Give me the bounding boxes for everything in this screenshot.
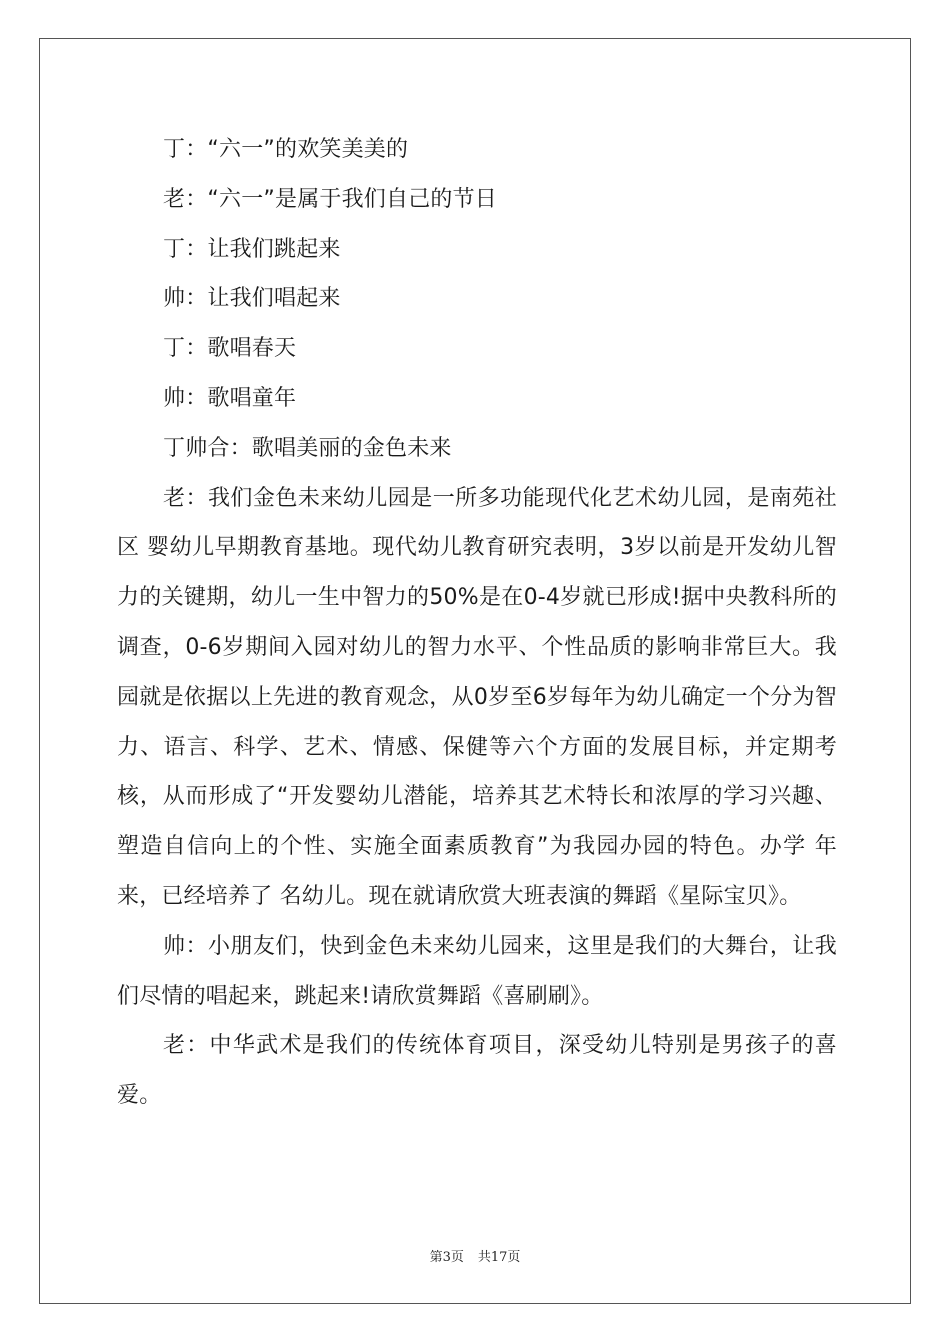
document-body	[117, 125, 837, 1121]
dialogue-line: 丁：“六一”的欢笑美美的	[163, 137, 409, 162]
dialogue-line: 老：“六一”是属于我们自己的节日	[163, 186, 497, 212]
dialogue-line: 丁：让我们跳起来	[163, 236, 341, 262]
dialogue-line: 丁：歌唱春天	[163, 336, 297, 362]
dialogue-line: 丁帅合：歌唱美丽的金色未来	[163, 435, 452, 461]
page-number: 第3页	[429, 1250, 464, 1265]
page-total: 共17页	[477, 1250, 521, 1265]
dialogue-line: 帅：歌唱童年	[163, 385, 297, 411]
paragraph-martial-arts: 老：中华武术是我们的传统体育项目，深受幼儿特别是男孩子的喜爱。	[117, 1033, 837, 1109]
page-footer	[0, 1246, 950, 1265]
paragraph-introduction: 老：我们金色未来幼儿园是一所多功能现代化艺术幼儿园，是南苑社区 婴幼儿早期教育基地。现代幼儿教育研究表明，3岁以前是开发幼儿智力的关键期，幼儿一生中智力的50%是在0-4岁就已形成!据中央教科所的调查，0-6岁期间入园对幼儿的智力水平、个性品质的影响非常巨大。我园就是依据以上先进的教育观念，从0岁至6岁每年为幼儿确定一个分为智力、语言、科学、艺术、情感、保健等六个方面的发展目标，并定期考核，从而形成了“开发婴幼儿潜能，培养其艺术特长和浓厚的学习兴趣、塑造自信向上的个性、实施全面素质教育”为我园办园的特色。办学 年来，已经培养了 名幼儿。现在就请欣赏大班表演的舞蹈《星际宝贝》。	[117, 485, 837, 909]
paragraph-dance-invite: 帅：小朋友们，快到金色未来幼儿园来，这里是我们的大舞台，让我们尽情的唱起来，跳起来!请欣赏舞蹈《喜刷刷》。	[117, 933, 837, 1009]
dialogue-line: 帅：让我们唱起来	[163, 286, 341, 312]
